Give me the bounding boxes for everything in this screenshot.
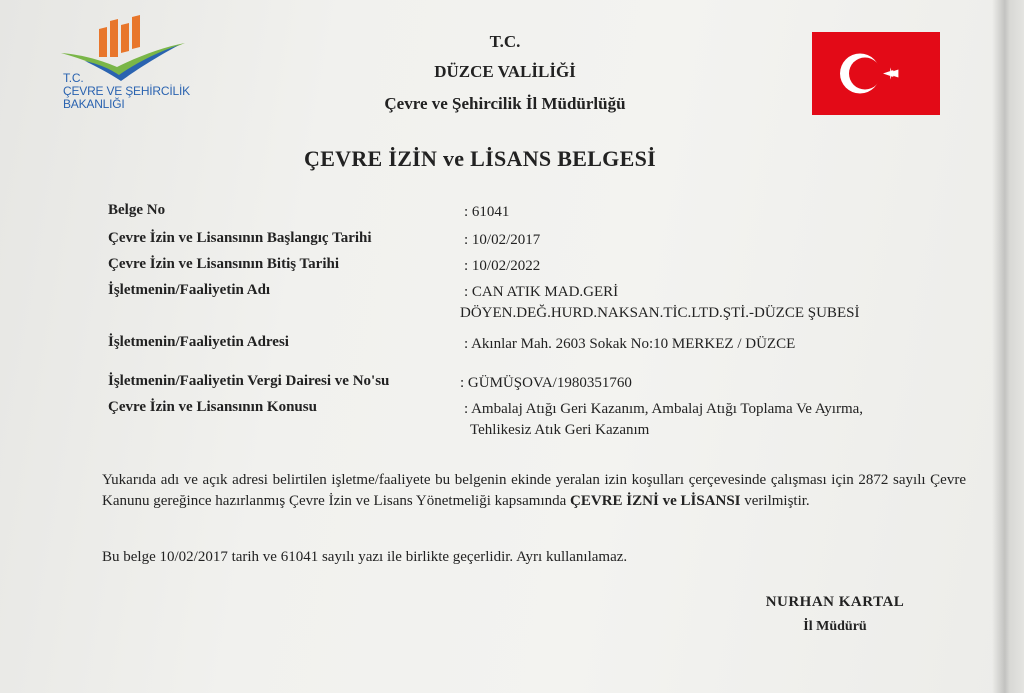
header-tc: T.C. (489, 32, 521, 51)
document-header (300, 30, 710, 118)
header-directorate: Çevre ve Şehircilik İl Müdürlüğü (384, 94, 626, 113)
field-value: : 10/02/2022 (464, 258, 541, 274)
declaration-paragraph (102, 470, 966, 512)
logo-line-ministry: ÇEVRE VE ŞEHİRCİLİK (63, 84, 190, 98)
field-label: Belge No (108, 202, 166, 218)
validity-note: Bu belge 10/02/2017 tarih ve 61041 sayılı yazı ile birlikte geçerlidir. Ayrı kullanılamaz. (102, 549, 628, 565)
field-value: : Akınlar Mah. 2603 Sokak No:10 MERKEZ / DÜZCE (464, 336, 796, 352)
field-value: : 61041 (464, 204, 510, 220)
field-value-continued: DÖYEN.DEĞ.HURD.NAKSAN.TİC.LTD.ŞTİ.-DÜZCE ŞUBESİ (460, 305, 860, 321)
declaration-bold: ÇEVRE İZNİ ve LİSANSI (570, 493, 741, 509)
field-label: Çevre İzin ve Lisansının Bitiş Tarihi (108, 256, 340, 272)
field-value: : GÜMÜŞOVA/1980351760 (460, 375, 632, 391)
turkish-flag-icon (812, 32, 940, 115)
signer-role: İl Müdürü (803, 619, 867, 634)
declaration-text: Yukarıda adı ve açık adresi belirtilen işletme/faaliyete bu belgenin ekinde yeralan izin koşulları çerçevesinde çalışması için 2872 sayılı Çevre Kanunu gereğince hazırlanmış Çevre İzin ve Lisans Yönetmeliği kapsamında (102, 472, 966, 509)
document-title: ÇEVRE İZİN ve LİSANS BELGESİ (304, 146, 656, 171)
field-label: Çevre İzin ve Lisansının Başlangıç Tarihi (108, 230, 372, 246)
field-value-continued: Tehlikesiz Atık Geri Kazanım (470, 422, 650, 438)
page-edge-shadow (992, 0, 1024, 693)
header-governorship: DÜZCE VALİLİĞİ (434, 62, 576, 81)
signature-block (740, 590, 930, 640)
logo-line-tc: T.C. (63, 71, 84, 85)
declaration-tail: verilmiştir. (740, 493, 810, 509)
logo-line-bakanlik: BAKANLIĞI (63, 97, 125, 111)
field-label: İşletmenin/Faaliyetin Adı (108, 282, 271, 298)
field-value: : Ambalaj Atığı Geri Kazanım, Ambalaj Atığı Toplama Ve Ayırma, (464, 401, 864, 417)
field-label: Çevre İzin ve Lisansının Konusu (108, 399, 317, 415)
ministry-logo (55, 15, 205, 125)
signer-name: NURHAN KARTAL (765, 594, 905, 610)
field-label: İşletmenin/Faaliyetin Adresi (108, 334, 289, 350)
field-label: İşletmenin/Faaliyetin Vergi Dairesi ve No'su (108, 373, 390, 389)
field-value: : 10/02/2017 (464, 232, 541, 248)
field-value: : CAN ATIK MAD.GERİ (464, 284, 619, 300)
